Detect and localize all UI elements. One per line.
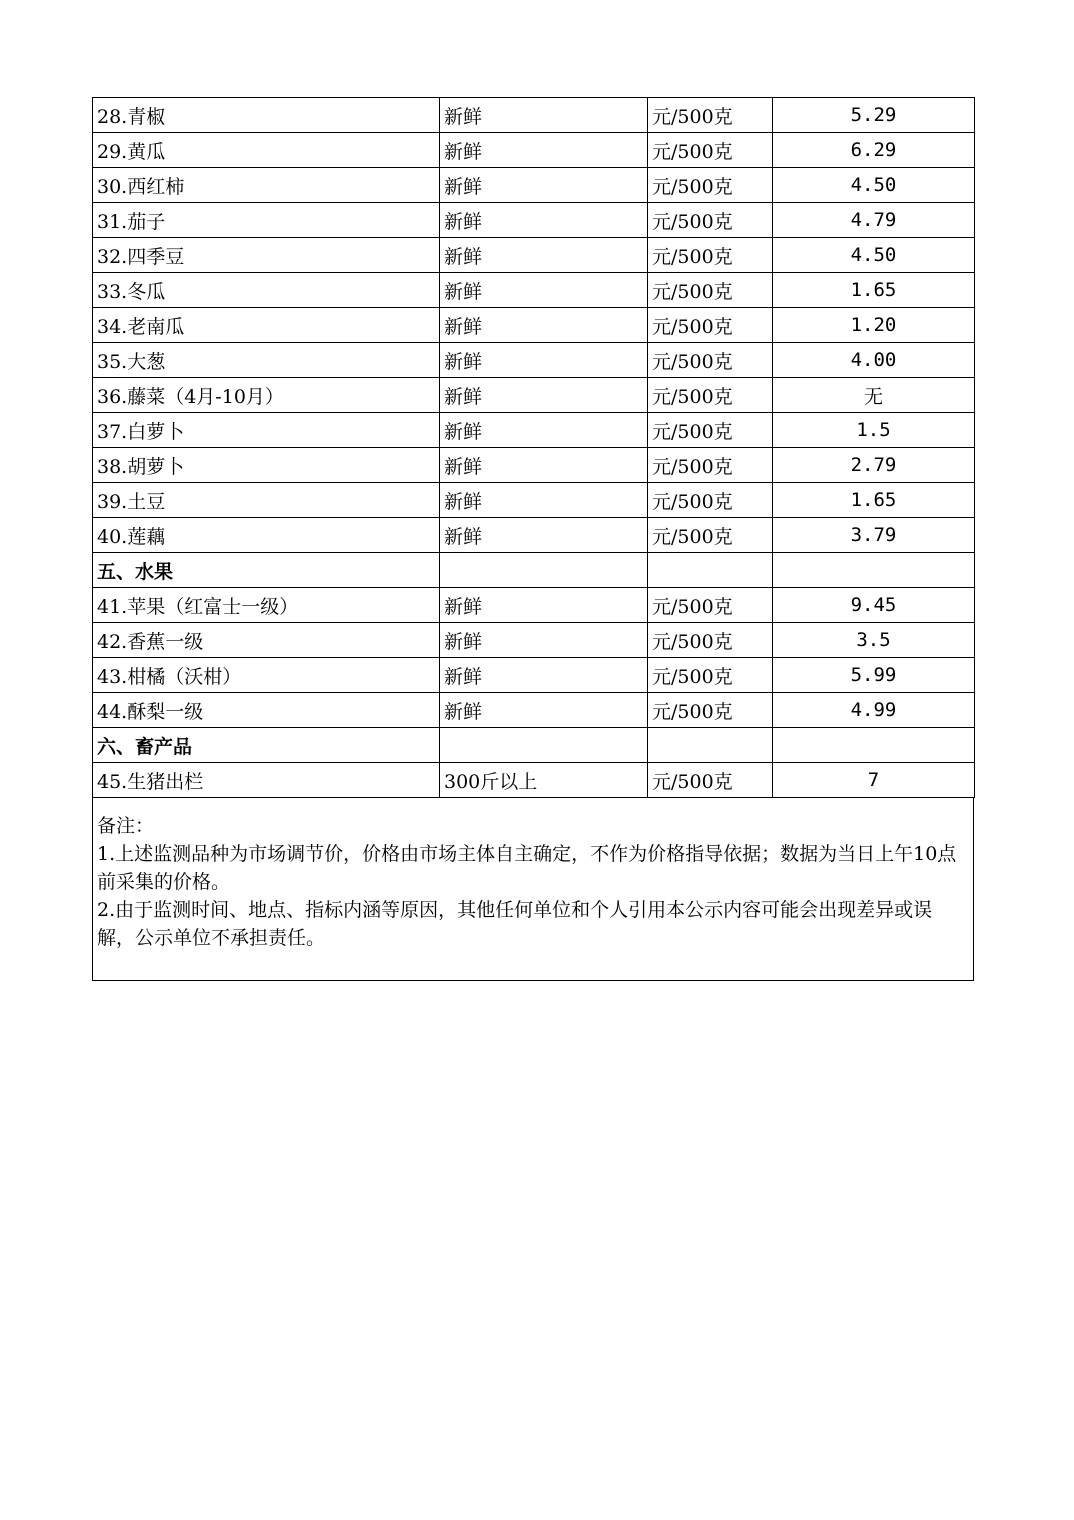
price-cell: 3.79 [773, 518, 975, 553]
unit-cell: 元/500克 [648, 448, 773, 483]
table-row [93, 133, 975, 168]
item-name-cell: 39.土豆 [93, 483, 440, 518]
table-row [93, 238, 975, 273]
price-cell: 1.20 [773, 308, 975, 343]
item-name-cell: 43.柑橘（沃柑） [93, 658, 440, 693]
unit-cell: 元/500克 [648, 308, 773, 343]
grade-cell: 新鲜 [440, 273, 648, 308]
unit-cell: 元/500克 [648, 378, 773, 413]
unit-cell: 元/500克 [648, 98, 773, 133]
table-row [93, 658, 975, 693]
notes-box [92, 798, 974, 981]
table-row [93, 448, 975, 483]
price-table-body [93, 98, 975, 798]
grade-cell: 新鲜 [440, 413, 648, 448]
table-row [93, 203, 975, 238]
grade-cell: 新鲜 [440, 483, 648, 518]
table-row [93, 623, 975, 658]
item-name-cell: 五、水果 [93, 553, 440, 588]
unit-cell: 元/500克 [648, 238, 773, 273]
grade-cell: 新鲜 [440, 308, 648, 343]
unit-cell: 元/500克 [648, 518, 773, 553]
table-row [93, 168, 975, 203]
table-row [93, 308, 975, 343]
section-header-row [93, 728, 975, 763]
grade-cell: 新鲜 [440, 518, 648, 553]
unit-cell [648, 553, 773, 588]
table-row [93, 378, 975, 413]
item-name-cell: 34.老南瓜 [93, 308, 440, 343]
table-row [93, 413, 975, 448]
table-row [93, 273, 975, 308]
item-name-cell: 六、畜产品 [93, 728, 440, 763]
table-row [93, 763, 975, 798]
table-row [93, 693, 975, 728]
grade-cell: 新鲜 [440, 98, 648, 133]
table-row [93, 483, 975, 518]
grade-cell: 300斤以上 [440, 763, 648, 798]
grade-cell: 新鲜 [440, 588, 648, 623]
price-cell: 2.79 [773, 448, 975, 483]
grade-cell: 新鲜 [440, 203, 648, 238]
unit-cell: 元/500克 [648, 168, 773, 203]
price-cell: 无 [773, 378, 975, 413]
price-sheet [92, 97, 974, 981]
item-name-cell: 32.四季豆 [93, 238, 440, 273]
item-name-cell: 28.青椒 [93, 98, 440, 133]
grade-cell: 新鲜 [440, 378, 648, 413]
price-cell: 7 [773, 763, 975, 798]
item-name-cell: 33.冬瓜 [93, 273, 440, 308]
grade-cell: 新鲜 [440, 693, 648, 728]
grade-cell [440, 728, 648, 763]
item-name-cell: 36.藤菜（4月-10月） [93, 378, 440, 413]
table-row [93, 343, 975, 378]
grade-cell [440, 553, 648, 588]
price-cell: 1.65 [773, 483, 975, 518]
unit-cell: 元/500克 [648, 203, 773, 238]
unit-cell: 元/500克 [648, 273, 773, 308]
price-table [92, 97, 975, 798]
price-cell: 3.5 [773, 623, 975, 658]
grade-cell: 新鲜 [440, 448, 648, 483]
unit-cell: 元/500克 [648, 588, 773, 623]
price-cell [773, 728, 975, 763]
price-cell: 4.50 [773, 168, 975, 203]
unit-cell: 元/500克 [648, 623, 773, 658]
price-cell [773, 553, 975, 588]
price-cell: 1.65 [773, 273, 975, 308]
item-name-cell: 37.白萝卜 [93, 413, 440, 448]
price-cell: 1.5 [773, 413, 975, 448]
unit-cell: 元/500克 [648, 763, 773, 798]
notes-line-1: 1.上述监测品种为市场调节价，价格由市场主体自主确定，不作为价格指导依据；数据为当日上午10点前采集的价格。 [97, 843, 957, 893]
unit-cell: 元/500克 [648, 658, 773, 693]
price-cell: 9.45 [773, 588, 975, 623]
price-cell: 5.29 [773, 98, 975, 133]
item-name-cell: 31.茄子 [93, 203, 440, 238]
price-cell: 4.79 [773, 203, 975, 238]
notes-title: 备注： [97, 815, 155, 837]
grade-cell: 新鲜 [440, 343, 648, 378]
item-name-cell: 42.香蕉一级 [93, 623, 440, 658]
section-header-row [93, 553, 975, 588]
item-name-cell: 45.生猪出栏 [93, 763, 440, 798]
item-name-cell: 40.莲藕 [93, 518, 440, 553]
price-cell: 4.00 [773, 343, 975, 378]
unit-cell [648, 728, 773, 763]
price-cell: 4.99 [773, 693, 975, 728]
item-name-cell: 41.苹果（红富士一级） [93, 588, 440, 623]
price-cell: 4.50 [773, 238, 975, 273]
item-name-cell: 38.胡萝卜 [93, 448, 440, 483]
grade-cell: 新鲜 [440, 133, 648, 168]
unit-cell: 元/500克 [648, 343, 773, 378]
unit-cell: 元/500克 [648, 483, 773, 518]
grade-cell: 新鲜 [440, 658, 648, 693]
price-cell: 5.99 [773, 658, 975, 693]
item-name-cell: 29.黄瓜 [93, 133, 440, 168]
item-name-cell: 30.西红柿 [93, 168, 440, 203]
item-name-cell: 44.酥梨一级 [93, 693, 440, 728]
grade-cell: 新鲜 [440, 623, 648, 658]
unit-cell: 元/500克 [648, 413, 773, 448]
table-row [93, 588, 975, 623]
table-row [93, 98, 975, 133]
unit-cell: 元/500克 [648, 133, 773, 168]
grade-cell: 新鲜 [440, 168, 648, 203]
table-row [93, 518, 975, 553]
grade-cell: 新鲜 [440, 238, 648, 273]
item-name-cell: 35.大葱 [93, 343, 440, 378]
price-cell: 6.29 [773, 133, 975, 168]
notes-line-2: 2.由于监测时间、地点、指标内涵等原因，其他任何单位和个人引用本公示内容可能会出现差异或误解，公示单位不承担责任。 [97, 899, 933, 949]
unit-cell: 元/500克 [648, 693, 773, 728]
